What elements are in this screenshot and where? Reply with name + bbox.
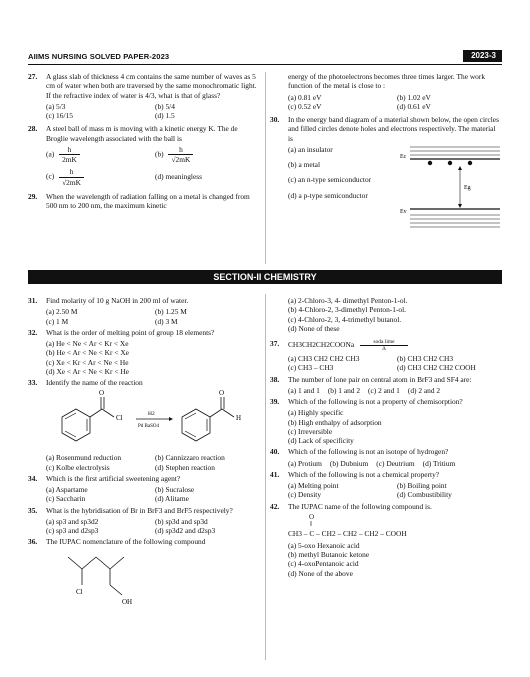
option-a: (a) an insulator xyxy=(288,144,333,154)
option-d: (d) Combustibility xyxy=(397,490,452,500)
option-c: (c) sp3 and d2sp3 xyxy=(46,526,99,535)
options-27 xyxy=(28,102,260,121)
energy-band-diagram xyxy=(400,143,504,235)
question-text: A glass slab of thickness 4 cm contains the same number of waves as 5 cm of water when both are traversed by the same monochromatic light. If the refractive index of water is 4/3, what is that of glass? xyxy=(46,72,257,100)
option-d: (d) None of these xyxy=(288,323,340,333)
reaction-scheme xyxy=(32,389,264,453)
ec-label: Ec xyxy=(400,153,407,160)
options-30 xyxy=(270,145,408,200)
options-36 xyxy=(270,296,502,333)
hydrogen-label: H xyxy=(236,414,242,423)
option-b: (b) $\frac{h}{√2mK}$ xyxy=(155,145,260,165)
question-31 xyxy=(28,296,260,305)
option-b: (b) Cannizzaro reaction xyxy=(155,453,225,463)
option-b: (b) Sucralose xyxy=(155,485,195,494)
page-header xyxy=(28,50,502,64)
question-number: 37. xyxy=(270,339,280,348)
question-40 xyxy=(270,447,502,456)
reagent-catalyst: Pd BaSO4 xyxy=(138,424,159,430)
option-d: (d) 3 M xyxy=(155,316,178,326)
question-text: The IUPAC name of the following compound is. xyxy=(288,501,432,511)
option-c: (c) Kolbe electrolysis xyxy=(46,462,110,472)
header-rule xyxy=(28,64,502,65)
option-c: (c) 16/15 xyxy=(46,111,73,120)
question-34 xyxy=(28,474,260,483)
options-39 xyxy=(270,408,502,445)
physics-left-column xyxy=(28,72,260,212)
reaction-arrow xyxy=(360,339,408,352)
option-a: (a) 2-Chloro-3, 4- dimethyl Penton-1-ol. xyxy=(288,296,408,305)
option-a: (a) $\frac{h}{2mK}$ xyxy=(46,145,151,165)
option-c: (c) 4-oxoPentanoic acid xyxy=(288,559,359,569)
option-c: (c) Deutrium xyxy=(376,458,415,468)
option-d: (d) a p-type semiconductor xyxy=(288,190,368,200)
option-d: (d) 2 and 2 xyxy=(407,385,441,395)
ev-label: Ev xyxy=(400,208,407,215)
option-a: (a) sp3 and sp3d2 xyxy=(46,516,99,526)
option-b: (b) CH3 CH2 CH3 xyxy=(397,354,454,363)
options-40 xyxy=(270,459,502,468)
double-bond: ‖ xyxy=(310,519,312,528)
chemistry-left-column xyxy=(28,296,260,607)
option-b: (b) 5/4 xyxy=(155,101,175,111)
options-28 xyxy=(28,145,260,165)
options-29 xyxy=(270,93,502,112)
option-d: (d) Stephen reaction xyxy=(155,462,215,472)
question-30-body xyxy=(270,145,502,241)
option-a: (a) He < Ne < Ar < Kr < Xe xyxy=(46,339,129,348)
question-text: Which of the following is not an isotope of hydrogen? xyxy=(288,447,449,457)
header-title: AIIMS NURSING SOLVED PAPER-2023 xyxy=(28,52,170,61)
question-29-continued xyxy=(270,72,502,91)
option-b: (b) 1.25 M xyxy=(155,307,187,317)
options-41 xyxy=(270,481,502,500)
option-a: (a) Protium xyxy=(288,458,322,468)
option-c: (c) 4-Chloro-2, 3, 4-trimethyl butanol. xyxy=(288,314,402,324)
option-a: (a) Melting point xyxy=(288,481,339,490)
options-31 xyxy=(28,307,260,326)
option-b: (b) Dubnium xyxy=(329,458,369,468)
question-text: The IUPAC nomenclature of the following compound xyxy=(46,537,206,547)
option-b: (b) a metal xyxy=(288,160,321,169)
option-a: (a) 5-oxo Hexanoic acid xyxy=(288,540,360,550)
question-number: 30. xyxy=(270,115,280,124)
question-text: A steel ball of mass m is moving with a kinetic energy K. The de Broglie wavelength associated with the ball is xyxy=(46,124,238,143)
options-34 xyxy=(28,485,260,504)
chlorine-label: Cl xyxy=(76,587,83,596)
compound-formula-42 xyxy=(270,513,502,541)
benzene-ring-1 xyxy=(62,409,90,441)
question-number: 36. xyxy=(28,537,38,547)
options-38 xyxy=(270,386,502,395)
option-a: (a) Rosenmund reduction xyxy=(46,453,122,463)
options-37 xyxy=(270,354,502,373)
option-d: (d) sp3d2 and d2sp3 xyxy=(155,526,216,535)
option-b: (b) Boiling point xyxy=(397,481,447,490)
question-39 xyxy=(270,397,502,406)
option-a: (a) Highly specific xyxy=(288,408,344,418)
oxygen-label-1: O xyxy=(99,389,105,398)
option-d: (d) Alitame xyxy=(155,494,189,504)
question-37 xyxy=(270,339,502,352)
question-number: 39. xyxy=(270,397,280,406)
question-number: 32. xyxy=(28,327,38,337)
question-33 xyxy=(28,378,260,387)
option-a: (a) 5/3 xyxy=(46,101,66,111)
question-42 xyxy=(270,502,502,511)
reagent-h2: H2 xyxy=(148,411,155,418)
question-text: In the energy band diagram of a material shown below, the open circles and filled circles denote holes and electrons respectively. The material is xyxy=(288,115,499,143)
question-number: 38. xyxy=(270,374,280,384)
question-35 xyxy=(28,506,260,515)
question-formula: CH3CH2CH2COONa xyxy=(288,340,355,350)
sqrt-symbol: √ xyxy=(62,177,67,187)
option-b: (b) He < Ar < Ne < Kr < Xe xyxy=(46,348,129,358)
question-number: 34. xyxy=(28,473,38,483)
question-30 xyxy=(270,115,502,143)
oxygen-label: O xyxy=(309,512,315,521)
question-text: The number of lone pair on central atom in BrF3 and SF4 are: xyxy=(288,374,472,384)
benzene-ring-2 xyxy=(182,409,210,441)
question-text: What is the hybridisation of Br in BrF3 and BrF5 respectively? xyxy=(46,505,233,515)
option-c: (c) an n-type semiconductor xyxy=(288,175,372,185)
electron-dot xyxy=(448,161,452,165)
arrow-reagent: soda lime xyxy=(373,339,395,345)
question-36 xyxy=(28,537,260,546)
column-divider xyxy=(265,294,266,660)
options-32 xyxy=(28,339,260,376)
option-a: (a) 1 and 1 xyxy=(288,385,320,395)
option-d: (d) Lack of specificity xyxy=(288,436,354,445)
question-number: 42. xyxy=(270,501,280,511)
question-29 xyxy=(28,192,260,211)
question-text: Find molarity of 10 g NaOH in 200 ml of water. xyxy=(46,296,189,305)
question-number: 29. xyxy=(28,191,38,201)
option-c: (c) CH3 – CH3 xyxy=(288,363,334,373)
question-text: Which of the following is not a chemical property? xyxy=(288,469,440,479)
option-c: (c) Density xyxy=(288,490,322,500)
question-38 xyxy=(270,375,502,384)
question-number: 33. xyxy=(28,378,38,387)
physics-right-column xyxy=(270,72,502,241)
option-d: (d) CH3 CH2 CH2 COOH xyxy=(397,363,476,373)
option-a: (a) Aspartame xyxy=(46,485,88,494)
option-d: (d) 1.5 xyxy=(155,111,175,120)
question-27 xyxy=(28,72,260,100)
question-text: Which of the following is not a property of chemisorption? xyxy=(288,397,463,406)
option-a: (a) 2.50 M xyxy=(46,307,78,317)
option-b: (b) 4-Chloro-2, 3-dimethyl Penton-1-ol. xyxy=(288,305,407,315)
option-a: (a) 0.81 eV xyxy=(288,92,322,102)
question-text: Identify the name of the reaction xyxy=(46,378,143,387)
chemistry-right-column xyxy=(270,296,502,580)
options-33 xyxy=(28,453,260,472)
option-d: (d) Xe < Ar < Ne < Kr < He xyxy=(46,366,129,376)
hydroxyl-label: OH xyxy=(122,597,133,606)
question-text: energy of the photoelectrons becomes three times larger. The work function of the metal is close to : xyxy=(288,72,486,91)
option-c: (c) $\frac{h}{√2mK}$ xyxy=(46,167,151,187)
formula-text: CH3 – C – CH2 – CH2 – CH2 – COOH xyxy=(288,528,407,538)
options-42 xyxy=(270,541,502,578)
question-number: 31. xyxy=(28,296,38,305)
column-divider xyxy=(265,72,266,264)
section-title-bar: SECTION-II CHEMISTRY xyxy=(28,270,502,284)
compound-structure xyxy=(48,549,248,607)
option-c: (c) 2 and 1 xyxy=(368,385,400,395)
option-b: (b) High enthalpy of adsorption xyxy=(288,417,382,427)
option-c: (c) Saccharin xyxy=(46,494,86,504)
option-b: (b) 1 and 2 xyxy=(327,385,361,395)
option-d: (d) None of the above xyxy=(288,568,353,578)
options-28-cd xyxy=(28,167,260,187)
question-text: When the wavelength of radiation falling on a metal is changed from 500 nm to 200 nm, the maximum kinetic xyxy=(46,191,250,210)
question-text: Which is the first artificial sweetening agent? xyxy=(46,473,181,483)
option-b: (b) 1.02 eV xyxy=(397,92,431,102)
sqrt-symbol: √ xyxy=(171,155,176,164)
question-number: 40. xyxy=(270,447,280,457)
options-35 xyxy=(28,517,260,536)
arrow-condition: Δ xyxy=(382,346,386,352)
eg-label: Eg xyxy=(464,184,471,191)
option-c: (c) Irreversible xyxy=(288,426,333,436)
option-d: (d) meaningless xyxy=(155,172,202,182)
option-d: (d) Tritium xyxy=(422,458,456,468)
question-number: 41. xyxy=(270,469,280,479)
option-c: (c) Xe < Kr < Ar < Ne < He xyxy=(46,357,129,367)
question-number: 35. xyxy=(28,505,38,515)
oxygen-label-2: O xyxy=(219,389,225,398)
question-32 xyxy=(28,328,260,337)
option-b: (b) methyl Butanoic ketone xyxy=(288,550,370,559)
option-c: (c) 1 M xyxy=(46,316,69,326)
question-number: 27. xyxy=(28,72,38,81)
question-41 xyxy=(270,470,502,479)
question-text: What is the order of melting point of group 18 elements? xyxy=(46,327,215,337)
option-c: (c) 0.52 eV xyxy=(288,101,322,111)
option-d: (d) 0.61 eV xyxy=(397,101,431,111)
option-b: (b) sp3d and sp3d xyxy=(155,516,208,526)
electron-dot xyxy=(468,161,472,165)
question-28 xyxy=(28,124,260,143)
electron-dot xyxy=(428,161,432,165)
option-a: (a) CH3 CH2 CH2 CH3 xyxy=(288,354,360,363)
question-number: 28. xyxy=(28,124,38,134)
page-number-badge: 2023-3 xyxy=(463,50,502,62)
chlorine-label: Cl xyxy=(116,414,123,423)
